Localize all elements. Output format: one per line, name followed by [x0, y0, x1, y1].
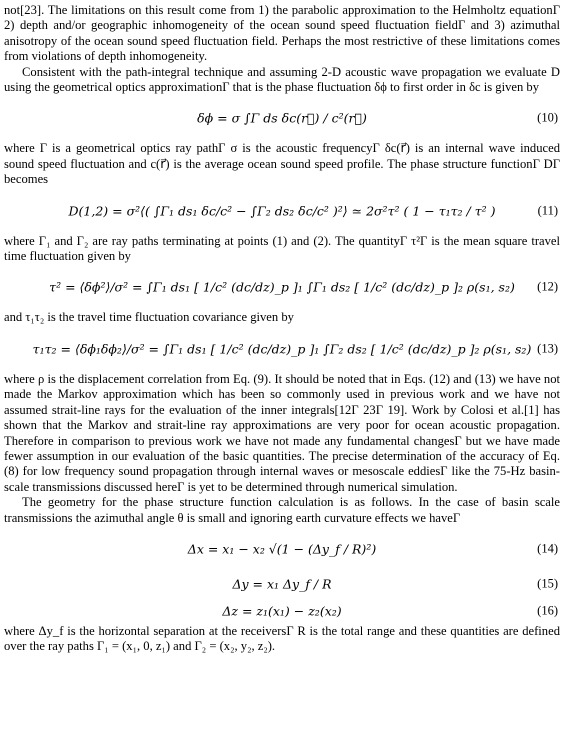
equation-13-body: τ₁τ₂ = ⟨δϕ₁δϕ₂⟩/σ² = ∫Γ₁ ds₁ [ 1/c² (dc/dz)_p ]₁ ∫Γ₂ ds₂ [ 1/c² (dc/dz)_p ]₂ ρ(s₁, s₂): [32, 341, 532, 357]
equation-10-body: δϕ = σ ∫Γ ds δc(r⃗) / c²(r⃗): [197, 110, 367, 126]
equation-12: [4, 272, 560, 302]
equation-14-number: (14): [537, 541, 558, 556]
paragraph-6: where ρ is the displacement correlation from Eq. (9). It should be noted that in Eqs. (12) and (13) we have not made the Markov approximation which has been so commonly used in previous work and we have not assumed strait-line rays for the evaluation of the inner integrals[12Γ 23Γ 19]. Work by Colosi et al.[1] has shown that the Markov and strait-line ray approximations are very poor for ocean acoustic propagation. Therefore in comparison to previous work we have not made any fundamental changesΓ but we have made fewer assumption in our evaluation of the basic quantities. The precise determination of the accuracy of Eq. (8) for low frequency sound propagation through internal waves or mesoscale eddiesΓ like the 75-Hz basin-scale transmissions discussed hereΓ is yet to be determined through numerical simulation.: [4, 371, 560, 494]
paragraph-8: where Δy_f is the horizontal separation at the receiversΓ R is the total range and these quantities are defined over the ray paths Γ₁ = (x₁, 0, z₁) and Γ₂ = (x₂, y₂, z₂).: [4, 623, 560, 654]
paragraph-1: not[23]. The limitations on this result come from 1) the parabolic approximation to the Helmholtz equationΓ 2) depth and/or geographic inhomogeneity of the ocean sound speed fluctuation fieldΓ and 3) azimuthal anisotropy of the ocean sound speed fluctuation field. Perhaps the most restrictive of these limitations comes from violations of depth inhomogeneity.: [4, 3, 560, 64]
paragraph-2: Consistent with the path-integral technique and assuming 2-D acoustic wave propagation we evaluate D using the geometrical optics approximationΓ that is the phase fluctuation δϕ to first order in δc is given by: [4, 64, 560, 95]
equation-11-body: D(1,2) = σ²⟨( ∫Γ₁ ds₁ δc/c² − ∫Γ₂ ds₂ δc/c² )²⟩ ≃ 2σ²τ² ( 1 − τ₁τ₂ / τ² ): [68, 202, 496, 218]
paragraph-7: The geometry for the phase structure function calculation is as follows. In the case of basin scale transmissions the azimuthal angle θ is small and ignoring earth curvature effects we haveΓ: [4, 495, 560, 525]
equation-11: [4, 196, 560, 226]
equation-16: [4, 602, 560, 620]
equation-12-number: (12): [537, 279, 558, 294]
equation-14: [4, 534, 560, 564]
equation-16-number: (16): [537, 603, 558, 618]
equation-12-body: τ² = ⟨δϕ²⟩/σ² = ∫Γ₁ ds₁ [ 1/c² (dc/dz)_p ]₁ ∫Γ₁ ds₂ [ 1/c² (dc/dz)_p ]₂ ρ(s₁, s₂): [49, 279, 515, 295]
paragraph-5: and τ₁τ₂ is the travel time fluctuation covariance given by: [4, 310, 294, 325]
equation-13-number: (13): [537, 341, 558, 356]
equation-15-number: (15): [537, 576, 558, 591]
paragraph-3: where Γ is a geometrical optics ray pathΓ σ is the acoustic frequencyΓ δc(r⃗) is an internal wave induced sound speed fluctuation and c(r⃗) is the average ocean sound speed profile. The phase structure functionΓ DΓ becomes: [4, 141, 560, 187]
equation-15-body: Δy = x₁ Δy_f / R: [232, 576, 332, 592]
equation-10: [4, 103, 560, 133]
equation-16-body: Δz = z₁(x₁) − z₂(x₂): [222, 603, 342, 619]
equation-15: [4, 572, 560, 596]
equation-11-number: (11): [537, 202, 558, 217]
paragraph-4: where Γ₁ and Γ₂ are ray paths terminating at points (1) and (2). The quantityΓ τ²Γ is the mean square travel time fluctuation given by: [4, 233, 560, 264]
equation-10-number: (10): [537, 110, 558, 125]
equation-13: [4, 334, 560, 364]
equation-14-body: Δx = x₁ − x₂ √(1 − (Δy_f / R)²): [187, 541, 377, 557]
